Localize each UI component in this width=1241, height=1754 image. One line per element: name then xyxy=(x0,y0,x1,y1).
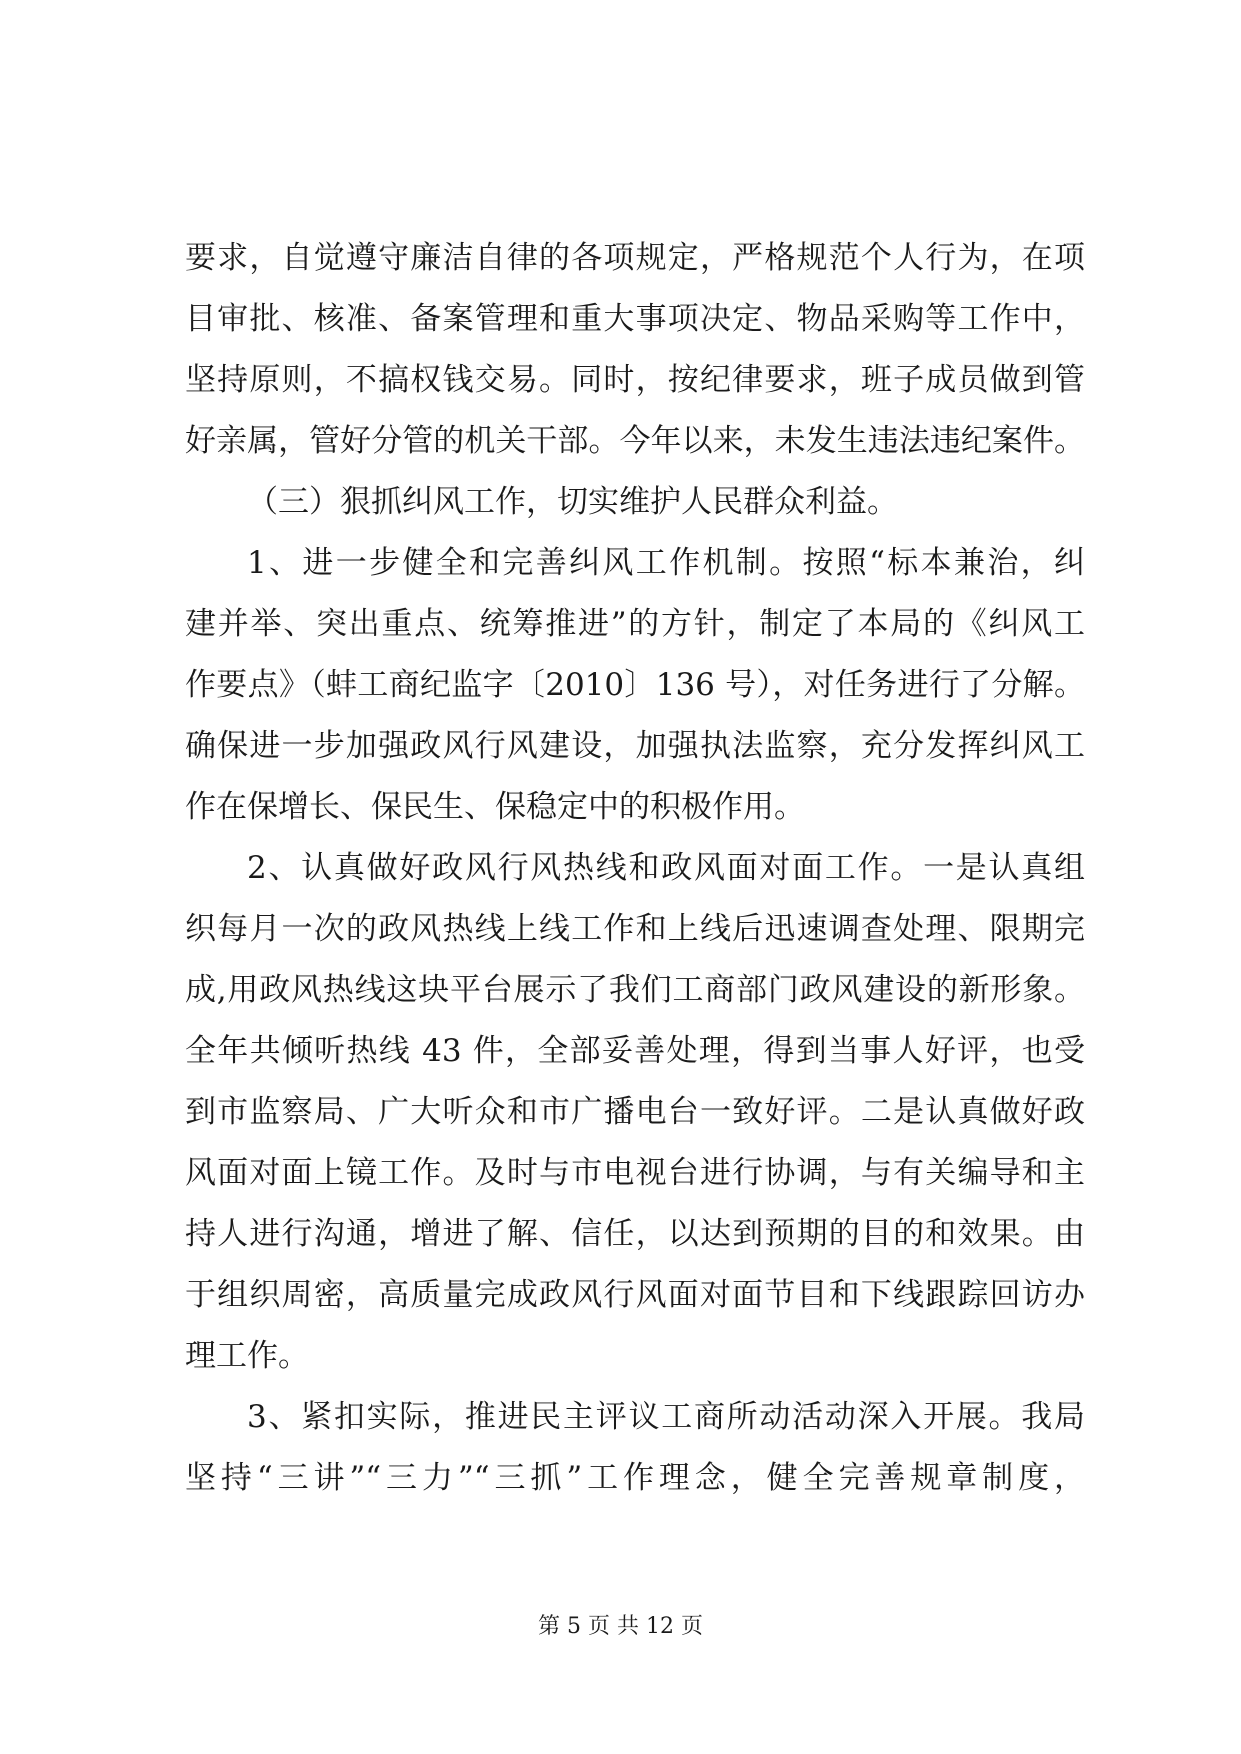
text-line: 要求，自觉遵守廉洁自律的各项规定，严格规范个人行为，在项 xyxy=(185,240,1085,276)
text-line: 成,用政风热线这块平台展示了我们工商部门政风建设的新形象。 xyxy=(185,972,1085,1008)
text-line: 建并举、突出重点、统筹推进”的方针，制定了本局的《纠风工 xyxy=(185,606,1085,642)
paragraph-first-line: 3、紧扣实际，推进民主评议工商所动活动深入开展。我局 xyxy=(247,1399,1085,1435)
text-line: 目审批、核准、备案管理和重大事项决定、物品采购等工作中， xyxy=(185,301,1085,337)
page-number-footer: 第 5 页 共 12 页 xyxy=(538,1614,703,1639)
text-line: 坚持原则，不搞权钱交易。同时，按纪律要求，班子成员做到管 xyxy=(185,362,1085,398)
text-line: 持人进行沟通，增进了解、信任，以达到预期的目的和效果。由 xyxy=(185,1216,1085,1252)
text-line: 风面对面上镜工作。及时与市电视台进行协调，与有关编导和主 xyxy=(185,1155,1085,1191)
text-line: 坚持“三讲”“三力”“三抓”工作理念，健全完善规章制度， xyxy=(185,1460,1085,1496)
text-line: 确保进一步加强政风行风建设，加强执法监察，充分发挥纠风工 xyxy=(185,728,1085,764)
text-line: 到市监察局、广大听众和市广播电台一致好评。二是认真做好政 xyxy=(185,1094,1085,1130)
text-line: 好亲属，管好分管的机关干部。今年以来，未发生违法违纪案件。 xyxy=(185,423,1085,459)
body-text xyxy=(185,228,1085,1509)
section-heading: （三）狠抓纠风工作，切实维护人民群众利益。 xyxy=(247,484,898,520)
paragraph-first-line: 1、进一步健全和完善纠风工作机制。按照“标本兼治，纠 xyxy=(247,545,1085,581)
text-line: 作在保增长、保民生、保稳定中的积极作用。 xyxy=(185,789,805,825)
text-line: 织每月一次的政风热线上线工作和上线后迅速调查处理、限期完 xyxy=(185,911,1085,947)
text-line: 全年共倾听热线 43 件，全部妥善处理，得到当事人好评，也受 xyxy=(185,1033,1085,1069)
text-line: 理工作。 xyxy=(185,1338,309,1374)
text-line: 作要点》（蚌工商纪监字〔2010〕136 号），对任务进行了分解。 xyxy=(185,667,1085,703)
text-line: 于组织周密，高质量完成政风行风面对面节目和下线跟踪回访办 xyxy=(185,1277,1085,1313)
paragraph-first-line: 2、认真做好政风行风热线和政风面对面工作。一是认真组 xyxy=(247,850,1085,886)
